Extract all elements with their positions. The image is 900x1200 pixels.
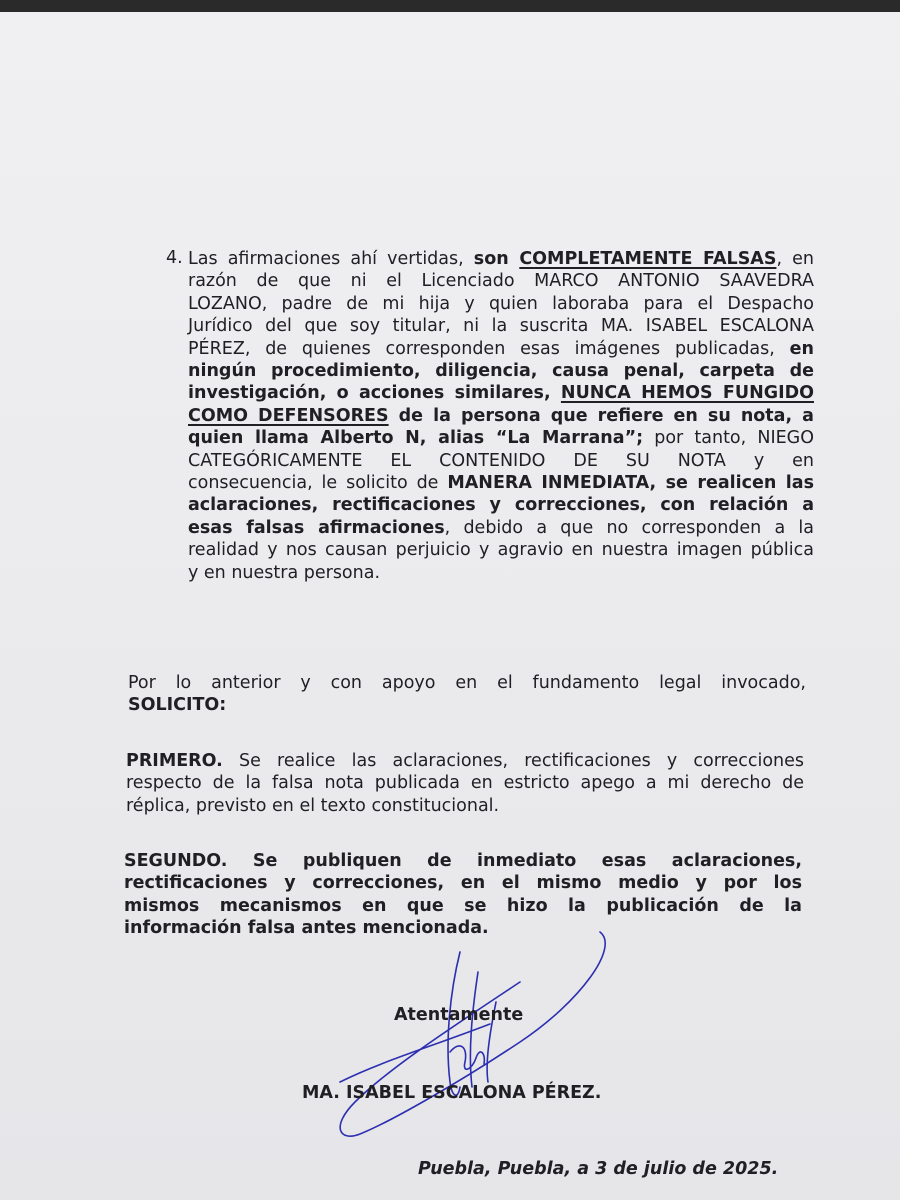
text-line	[188, 427, 814, 449]
emphasis-bold: SEGUNDO. Se publiquen de inmediato esas aclaraciones,	[124, 851, 802, 871]
text-line	[188, 382, 814, 404]
text-line	[128, 694, 806, 716]
text-line	[188, 494, 814, 516]
text-run: Las afirmaciones ahí vertidas,	[188, 249, 474, 269]
closing-salutation: Atentamente	[394, 1005, 524, 1025]
text-line	[124, 872, 802, 894]
emphasis-underlined: COMO DEFENSORES	[188, 405, 389, 426]
paragraph-request	[128, 672, 806, 717]
emphasis-bold: PRIMERO.	[126, 751, 223, 771]
text-line	[188, 517, 814, 539]
signatory-name: MA. ISABEL ESCALONA PÉREZ.	[302, 1083, 602, 1103]
text-line	[188, 562, 814, 584]
emphasis-underlined: NUNCA HEMOS FUNGIDO	[560, 383, 814, 404]
emphasis-bold: aclaraciones, rectificaciones y correcciones, con relación a	[188, 495, 814, 516]
emphasis-bold: SOLICITO:	[128, 695, 227, 716]
text-line	[188, 405, 814, 427]
text-run: , en	[776, 249, 814, 269]
text-run: PÉREZ, de quienes corresponden esas imágenes publicadas,	[188, 338, 790, 359]
text-run: por tanto, NIEGO	[643, 428, 814, 449]
emphasis-underlined: COMPLETAMENTE FALSAS	[519, 249, 777, 269]
paragraph-primero	[126, 750, 804, 817]
emphasis-bold: de la persona que refiere en su nota, a	[388, 405, 814, 426]
text-line	[188, 270, 814, 292]
text-line	[126, 772, 804, 794]
emphasis-bold: rectificaciones y correcciones, en el mismo medio y por los	[124, 873, 802, 894]
paragraph-item-4	[188, 248, 814, 584]
text-line	[188, 539, 814, 561]
text-run: consecuencia, le solicito de	[188, 473, 448, 494]
text-run: Por lo anterior y con apoyo en el fundamento legal invocado,	[128, 673, 806, 693]
emphasis-bold: son	[473, 249, 520, 269]
text-run: réplica, previsto en el texto constitucional.	[126, 795, 500, 816]
emphasis-bold: investigación, o acciones similares,	[188, 383, 561, 404]
text-line	[126, 750, 804, 772]
emphasis-bold: información falsa antes mencionada.	[124, 918, 489, 939]
emphasis-bold: quien llama Alberto N, alias “La Marrana”;	[188, 428, 644, 449]
text-run: , debido a que no corresponden a la	[444, 517, 814, 538]
text-line	[126, 795, 804, 817]
text-run: Se realice las aclaraciones, rectificaciones y correcciones	[222, 751, 804, 771]
emphasis-bold: esas falsas afirmaciones	[188, 517, 445, 538]
text-line	[188, 360, 814, 382]
place-and-date: Puebla, Puebla, a 3 de julio de 2025.	[418, 1159, 779, 1179]
text-line	[124, 850, 802, 872]
text-run: razón de que ni el Licenciado MARCO ANTONIO SAAVEDRA	[188, 271, 814, 292]
text-line	[188, 248, 814, 270]
text-run: y en nuestra persona.	[188, 562, 381, 583]
item-number: 4.	[166, 248, 183, 268]
text-run: LOZANO, padre de mi hija y quien laboraba para el Despacho	[188, 293, 814, 314]
text-line	[188, 338, 814, 360]
text-run: CATEGÓRICAMENTE EL CONTENIDO DE SU NOTA y en	[188, 450, 814, 471]
emphasis-bold: MANERA INMEDIATA, se realicen las	[447, 473, 814, 494]
emphasis-bold: mismos mecanismos en que se hizo la publicación de la	[124, 895, 802, 916]
emphasis-bold: ningún procedimiento, diligencia, causa penal, carpeta de	[188, 361, 814, 382]
handwritten-signature	[300, 912, 630, 1152]
text-run: realidad y nos causan perjuicio y agravio en nuestra imagen pública	[188, 540, 814, 561]
emphasis-bold: en	[789, 338, 814, 359]
text-line	[188, 450, 814, 472]
text-run: Jurídico del que soy titular, ni la suscrita MA. ISABEL ESCALONA	[188, 316, 814, 337]
document-page	[0, 12, 900, 1200]
text-line	[188, 315, 814, 337]
text-line	[188, 472, 814, 494]
text-line	[128, 672, 806, 694]
text-run: respecto de la falsa nota publicada en estricto apego a mi derecho de	[126, 773, 804, 794]
text-line	[188, 293, 814, 315]
